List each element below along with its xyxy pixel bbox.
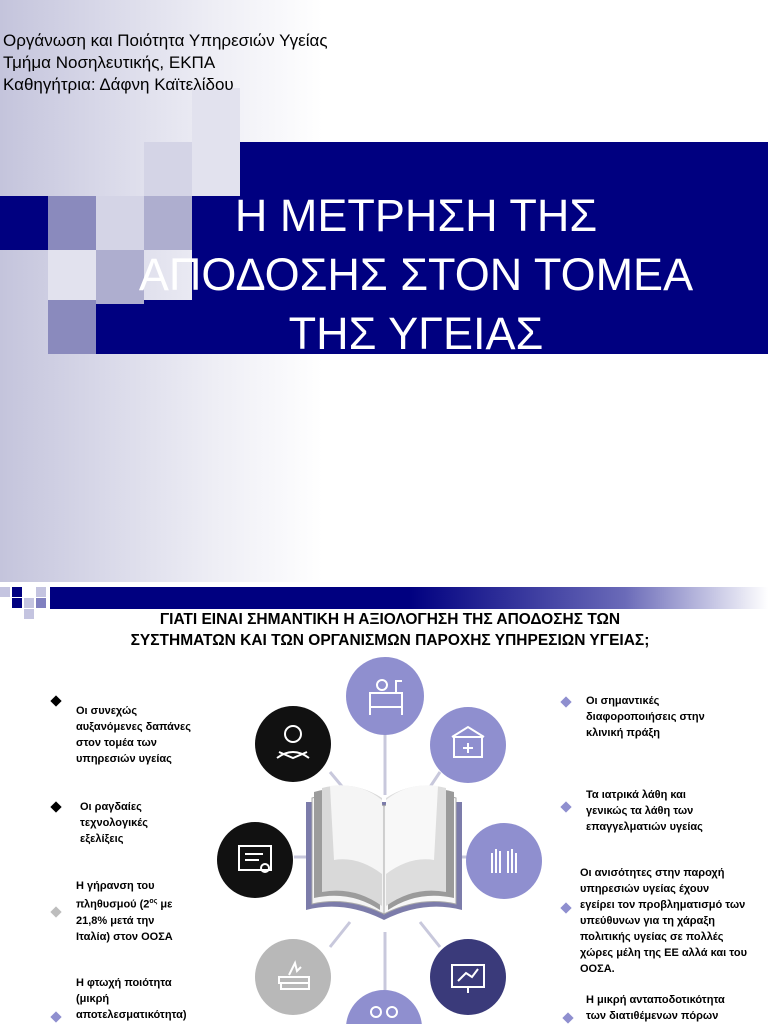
department-name: Τμήμα Νοσηλευτικής, ΕΚΠΑ <box>3 53 216 72</box>
title-line: Η ΜΕΤΡΗΣΗ ΤΗΣ <box>234 190 598 241</box>
open-book-illustration <box>300 782 468 927</box>
bullet-line: υπηρεσιών υγείας <box>76 753 172 765</box>
hospital-icon <box>430 707 506 783</box>
student-reading-icon <box>255 706 331 782</box>
bullet-line: εγείρει τον προβληματισμό των <box>580 899 746 911</box>
desk-icon <box>346 657 424 735</box>
bullet-line: πολιτικής υγείας σε πολλές <box>580 931 724 943</box>
deco-square <box>48 196 96 250</box>
bullet-line: υπεύθυνων για τη χάραξη <box>580 915 715 927</box>
professor-name: Καθηγήτρια: Δάφνη Καϊτελίδου <box>3 75 234 94</box>
deco-square <box>48 250 96 304</box>
bullet-line: αυξανόμενες δαπάνες <box>76 721 191 733</box>
bullet-line: διαφοροποιήσεις στην <box>586 711 705 723</box>
bullet-line: χώρες μέλη της ΕΕ αλλά και του <box>580 947 747 959</box>
bullet-line: Η γήρανση του <box>76 880 155 892</box>
deco-square <box>48 300 96 354</box>
title-line: ΑΠΟΔΟΣΗΣ ΣΤΟΝ ΤΟΜΕΑ <box>138 249 694 300</box>
bullet-line: των διατιθέμενων πόρων <box>586 1010 719 1022</box>
bullet-line: Η μικρή ανταποδοτικότητα <box>586 994 725 1006</box>
course-name: Οργάνωση και Ποιότητα Υπηρεσιών Υγείας <box>3 31 328 50</box>
bullet-line: υπηρεσιών υγείας έχουν <box>580 883 710 895</box>
bullet-line: στον τομέα των <box>76 737 157 749</box>
bullet-line: Οι σημαντικές <box>586 695 660 707</box>
title-line: ΤΗΣ ΥΓΕΙΑΣ <box>288 308 544 359</box>
certificate-icon <box>217 822 293 898</box>
bullet-line: επαγγελματιών υγείας <box>586 821 703 833</box>
bullet-line: αποτελεσματικότητα) <box>76 1009 187 1021</box>
course-info <box>3 30 328 96</box>
bullet-line: 21,8% μετά την <box>76 914 155 927</box>
raised-hands-icon <box>466 823 542 899</box>
bullet-line: Οι συνεχώς <box>76 705 138 717</box>
bullet-line: ΟΟΣΑ. <box>580 963 615 975</box>
bullet-line: Τα ιατρικά λάθη και <box>586 789 686 801</box>
presentation-icon <box>430 939 506 1015</box>
bullet-line: τεχνολογικές <box>80 817 148 829</box>
bullet-line: Οι ανισότητες στην παροχή <box>580 867 725 879</box>
bullet-line: Η φτωχή ποιότητα <box>76 977 172 989</box>
bullet-line: Οι ραγδαίες <box>80 801 142 813</box>
superscript: ος <box>149 898 158 905</box>
slide-title <box>96 186 736 363</box>
bullet-line: Ιταλία) στον ΟΟΣΑ <box>76 930 173 943</box>
deco-square <box>192 88 240 142</box>
books-icon <box>255 939 331 1015</box>
content-slide <box>0 587 768 1024</box>
bullet-line: (μικρή <box>76 993 110 1005</box>
bullet-text: με <box>157 898 173 911</box>
bullet-line: κλινική πράξη <box>586 727 660 739</box>
bullet-line: εξελίξεις <box>80 833 124 845</box>
heading-line: ΣΥΣΤΗΜΑΤΩΝ ΚΑΙ ΤΩΝ ΟΡΓΑΝΙΣΜΩΝ ΠΑΡΟΧΗΣ ΥΠΗΡΕΣΙΩΝ ΥΓΕΙΑΣ; <box>130 632 650 649</box>
bullet-text: πληθυσμού (2 <box>76 898 150 911</box>
bullet-line: γενικώς τα λάθη των <box>586 805 694 817</box>
heading-line: ΓΙΑΤΙ ΕΙΝΑΙ ΣΗΜΑΝΤΙΚΗ Η ΑΞΙΟΛΟΓΗΣΗ ΤΗΣ ΑΠΟΔΟΣΗΣ ΤΩΝ <box>159 611 621 628</box>
